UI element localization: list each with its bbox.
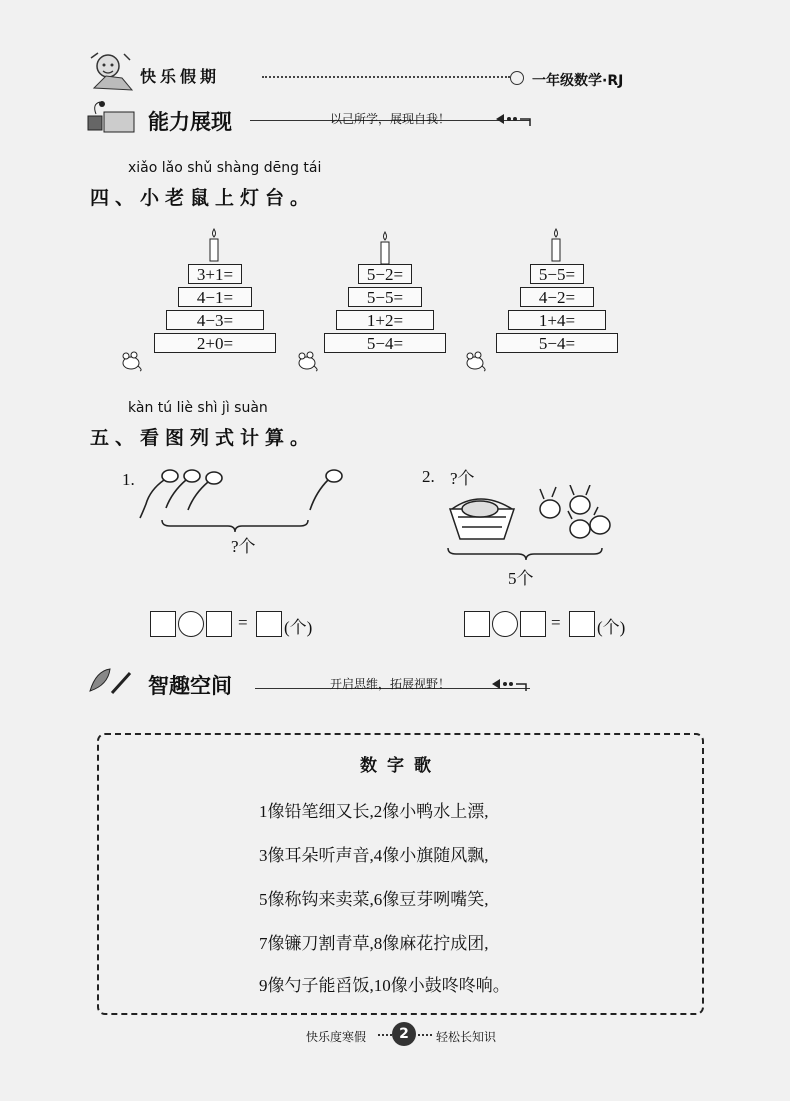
tower1-step3: 4−3=: [166, 310, 264, 330]
tower2-step3: 1+2=: [336, 310, 434, 330]
tower3-step1: 5−5=: [530, 264, 584, 284]
section2-title: 智趣空间: [148, 674, 232, 698]
header-subject: 一年级数学·RJ: [532, 73, 624, 89]
q5-title: 五、看图列式计算。: [90, 427, 316, 449]
tower3-step2: 4−2=: [520, 287, 594, 307]
q5-pinyin: kàn tú liè shì jì suàn: [128, 400, 268, 416]
problem1-number: 1.: [122, 470, 135, 489]
tower3-step4: 5−4=: [496, 333, 618, 353]
tadpoles-picture: [136, 464, 356, 524]
pencil-leaf-icon: [86, 663, 134, 697]
poem-line: 3像耳朵听声音,4像小旗随风飘,: [259, 846, 489, 865]
unit-label: (个): [284, 618, 313, 637]
result-box[interactable]: [569, 611, 595, 637]
answer-box[interactable]: [520, 611, 546, 637]
poem-line: 5像称钩来卖菜,6像豆芽咧嘴笑,: [259, 890, 489, 909]
mouse-icon: [294, 350, 320, 372]
poem-line: 9像勺子能舀饭,10像小鼓咚咚响。: [259, 976, 510, 995]
problem2-total: 5个: [508, 569, 534, 588]
header-divider: [262, 76, 510, 78]
arrow-decoration-icon: [490, 675, 528, 693]
poem-line: 7像镰刀割青草,8像麻花拧成团,: [259, 934, 489, 953]
answer-box[interactable]: [464, 611, 490, 637]
footer-right: 轻松长知识: [436, 1030, 497, 1044]
book-cup-icon: [86, 100, 140, 136]
section1-slogan: 以己所学，展现自我！: [330, 112, 451, 126]
tower2-step2: 5−5=: [348, 287, 422, 307]
tower1-step4: 2+0=: [154, 333, 276, 353]
problem1-question: ?个: [231, 537, 256, 556]
operator-circle[interactable]: [178, 611, 204, 637]
candle-icon: [378, 231, 392, 265]
footer-dots: [378, 1034, 392, 1036]
result-box[interactable]: [256, 611, 282, 637]
operator-circle[interactable]: [492, 611, 518, 637]
tower2-step1: 5−2=: [358, 264, 412, 284]
problem2-number: 2.: [422, 467, 435, 486]
header-circle-mark: [510, 71, 524, 85]
section1-title: 能力展现: [148, 110, 232, 134]
problem2-question: ?个: [450, 469, 475, 488]
tower1-step1: 3+1=: [188, 264, 242, 284]
answer-box[interactable]: [150, 611, 176, 637]
brace-icon: [446, 546, 606, 564]
equals-sign: =: [238, 613, 248, 632]
footer-left: 快乐度寒假: [306, 1030, 367, 1044]
poem-box: [97, 733, 704, 1015]
q4-pinyin: xiǎo lǎo shǔ shàng dēng tái: [128, 160, 322, 176]
q4-title: 四、小老鼠上灯台。: [90, 187, 316, 209]
unit-label: (个): [597, 618, 626, 637]
page-number: 2: [392, 1022, 416, 1046]
header-title: 快乐假期: [140, 67, 221, 86]
footer-dots: [418, 1034, 432, 1036]
poem-title: 数字歌: [360, 756, 441, 776]
tower3-step3: 1+4=: [508, 310, 606, 330]
cartoon-kid-icon: [86, 48, 138, 92]
equals-sign: =: [551, 613, 561, 632]
basket-radishes-picture: [440, 485, 620, 545]
answer-box[interactable]: [206, 611, 232, 637]
arrow-decoration-icon: [494, 110, 532, 128]
section2-slogan: 开启思维，拓展视野！: [330, 677, 451, 691]
candle-icon: [207, 228, 221, 262]
tower1-step2: 4−1=: [178, 287, 252, 307]
candle-icon: [549, 228, 563, 262]
mouse-icon: [118, 350, 144, 372]
mouse-icon: [462, 350, 488, 372]
poem-line: 1像铅笔细又长,2像小鸭水上漂,: [259, 802, 489, 821]
tower2-step4: 5−4=: [324, 333, 446, 353]
